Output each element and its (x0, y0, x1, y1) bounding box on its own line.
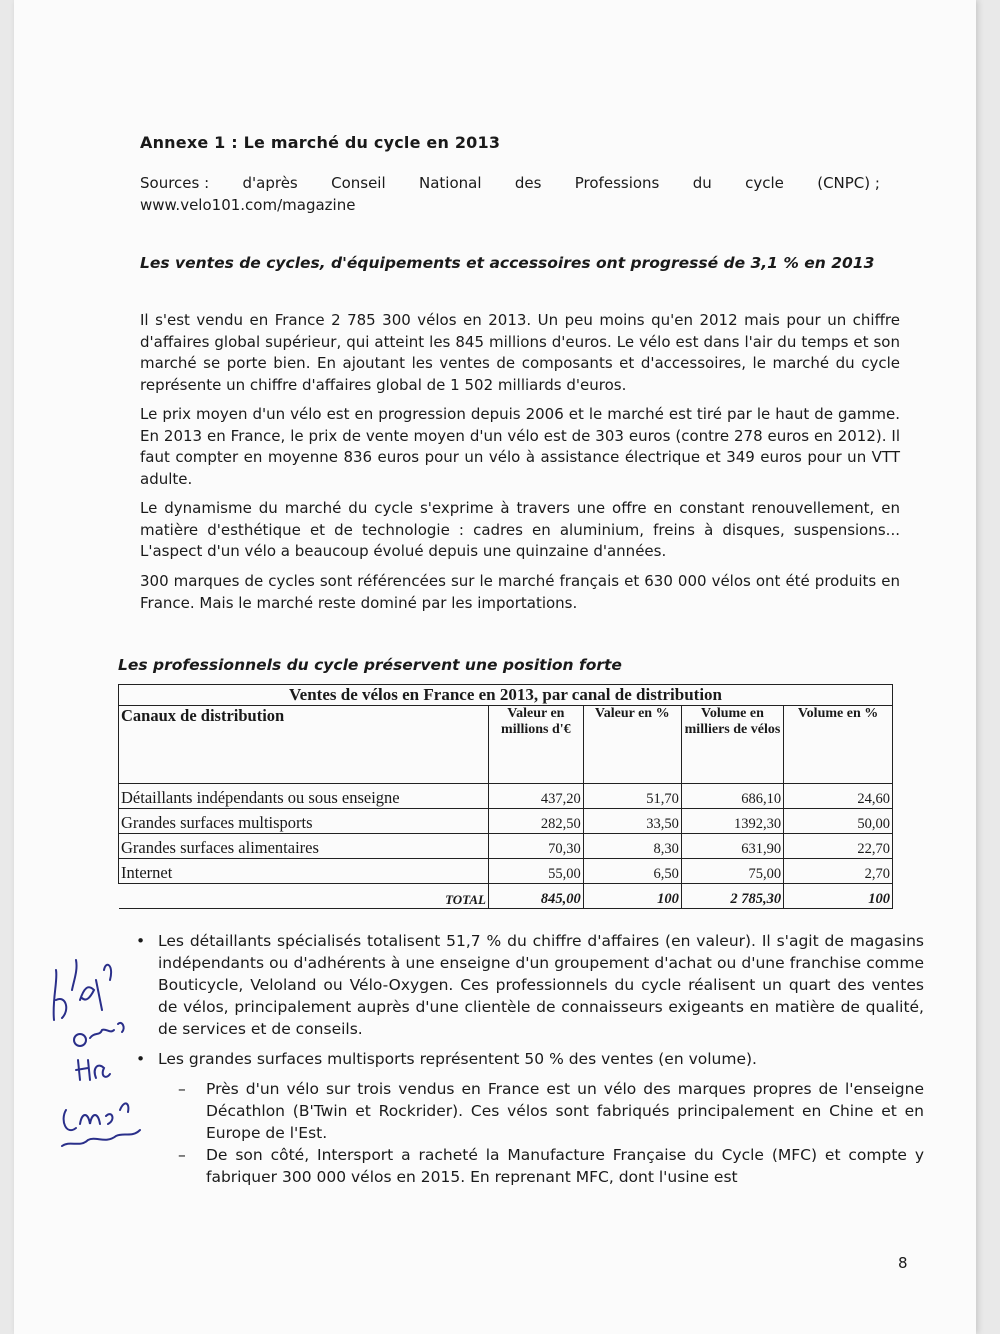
section-2-title: Les professionnels du cycle préservent une position forte (118, 656, 622, 674)
sub-list-item (134, 1078, 924, 1144)
list-item (134, 930, 924, 1040)
cell-valeur-pct: 51,70 (583, 784, 681, 809)
cell-volume-pct: 24,60 (784, 784, 893, 809)
table-total-row (119, 884, 893, 909)
sub-item-text: Près d'un vélo sur trois vendus en France est un vélo des marques propres de l'enseigne Décathlon (B'Twin et Rockrider). Ces vélos sont fabriqués principalement en Chine et en Europe de l'Est. (206, 1080, 924, 1142)
cell-volume: 1392,30 (681, 809, 783, 834)
sources-word: Professions (574, 174, 660, 192)
sources-word: (CNPC) ; (817, 174, 880, 192)
table-row (119, 809, 893, 834)
cell-valeur: 70,30 (489, 834, 584, 859)
total-volume: 2 785,30 (681, 884, 783, 909)
sub-item-text: De son côté, Intersport a racheté la Manufacture Française du Cycle (MFC) et compte y fabriquer 300 000 vélos en 2015. En reprenant MFC, dont l'usine est (206, 1146, 924, 1186)
row-label: Détaillants indépendants ou sous enseigne (119, 784, 489, 809)
row-label: Grandes surfaces multisports (119, 809, 489, 834)
sources (140, 172, 880, 216)
paragraph-3: Le dynamisme du marché du cycle s'exprime à travers une offre en constant renouvellement, en matière d'esthétique et de technologie : cadres en aluminium, freins à disques, suspensions... L'aspect d'un vélo a beaucoup évolué depuis une quinzaine d'années. (140, 499, 900, 560)
annexe-title: Annexe 1 : Le marché du cycle en 2013 (140, 133, 501, 152)
cell-valeur-pct: 33,50 (583, 809, 681, 834)
sources-word: des (514, 174, 542, 192)
bullet-text: Les détaillants spécialisés totalisent 51,7 % du chiffre d'affaires (en valeur). Il s'agit de magasins indépendants ou d'adhérents à une enseigne d'un groupement d'achat ou d'une franchise comme Bouticycle, Veloland ou Vélo-Oxygen. Ces professionnels du cycle réalisent un quart des ventes de vélos, principalement auprès d'une clientèle de connaisseurs exigeants en matière de qualité, de services et de conseils. (158, 932, 924, 1038)
handwriting-stroke (74, 1034, 86, 1046)
sub-list-item (134, 1144, 924, 1188)
sources-word: Sources : (140, 174, 210, 192)
table-row (119, 834, 893, 859)
sales-table (118, 684, 893, 909)
dash-icon: – (178, 1080, 186, 1098)
cell-valeur: 437,20 (489, 784, 584, 809)
sources-word: du (692, 174, 712, 192)
sources-line-2: www.velo101.com/magazine (140, 196, 356, 214)
bullet-icon: • (136, 1050, 146, 1068)
page-number: 8 (898, 1254, 908, 1272)
row-label: Internet (119, 859, 489, 884)
handwriting-stroke (62, 1130, 140, 1146)
header-volume-pct: Volume en % (784, 706, 893, 784)
cell-volume-pct: 22,70 (784, 834, 893, 859)
cell-volume: 686,10 (681, 784, 783, 809)
section-1-title: Les ventes de cycles, d'équipements et accessoires ont progressé de 3,1 % en 2013 (140, 254, 875, 272)
dash-icon: – (178, 1146, 186, 1164)
handwriting-stroke (90, 1023, 124, 1038)
paragraph-2: Le prix moyen d'un vélo est en progression depuis 2006 et le marché est tiré par le haut de gamme. En 2013 en France, le prix de vente moyen d'un vélo est de 303 euros (contre 278 euros en 2012). Il faut compter en moyenne 836 euros pour un vélo à assistance électrique et 349 euros pour un VTT adulte. (140, 405, 900, 488)
handwriting-stroke (76, 1060, 110, 1080)
sources-word: Conseil (331, 174, 386, 192)
total-valeur-pct: 100 (583, 884, 681, 909)
cell-volume-pct: 2,70 (784, 859, 893, 884)
total-label: TOTAL (119, 884, 489, 909)
header-valeur-millions: Valeur en millions d'€ (489, 706, 584, 784)
cell-volume-pct: 50,00 (784, 809, 893, 834)
table-row (119, 784, 893, 809)
header-canaux: Canaux de distribution (119, 706, 489, 784)
cell-valeur-pct: 8,30 (583, 834, 681, 859)
sources-word: National (418, 174, 482, 192)
bullet-icon: • (136, 932, 146, 950)
list-item (134, 1048, 924, 1070)
total-volume-pct: 100 (784, 884, 893, 909)
cell-valeur-pct: 6,50 (583, 859, 681, 884)
row-label: Grandes surfaces alimentaires (119, 834, 489, 859)
cell-volume: 75,00 (681, 859, 783, 884)
sources-word: d'après (242, 174, 298, 192)
cell-volume: 631,90 (681, 834, 783, 859)
header-valeur-pct: Valeur en % (583, 706, 681, 784)
sources-line-1 (140, 172, 880, 194)
bullet-text: Les grandes surfaces multisports représentent 50 % des ventes (en volume). (158, 1050, 757, 1068)
paragraph-4: 300 marques de cycles sont référencées sur le marché français et 630 000 vélos ont été produits en France. Mais le marché reste dominé par les importations. (140, 572, 900, 612)
handwritten-notes-scribble (36, 940, 146, 1160)
table-caption: Ventes de vélos en France en 2013, par canal de distribution (119, 685, 893, 706)
cell-valeur: 282,50 (489, 809, 584, 834)
handwriting-stroke (54, 960, 112, 1020)
document-page (14, 0, 976, 1334)
sources-word: cycle (745, 174, 784, 192)
cell-valeur: 55,00 (489, 859, 584, 884)
handwriting-stroke (64, 1103, 129, 1130)
paragraph-1: Il s'est vendu en France 2 785 300 vélos en 2013. Un peu moins qu'en 2012 mais pour un chiffre d'affaires global supérieur, qui atteint les 845 millions d'euros. Le vélo est dans l'air du temps et son marché se porte bien. En ajoutant les ventes de composants et d'accessoires, le marché du cycle représente un chiffre d'affaires global de 1 502 milliards d'euros. (140, 311, 900, 394)
total-valeur: 845,00 (489, 884, 584, 909)
header-volume-milliers: Volume en milliers de vélos (681, 706, 783, 784)
bullet-list (134, 930, 924, 1188)
table-row (119, 859, 893, 884)
